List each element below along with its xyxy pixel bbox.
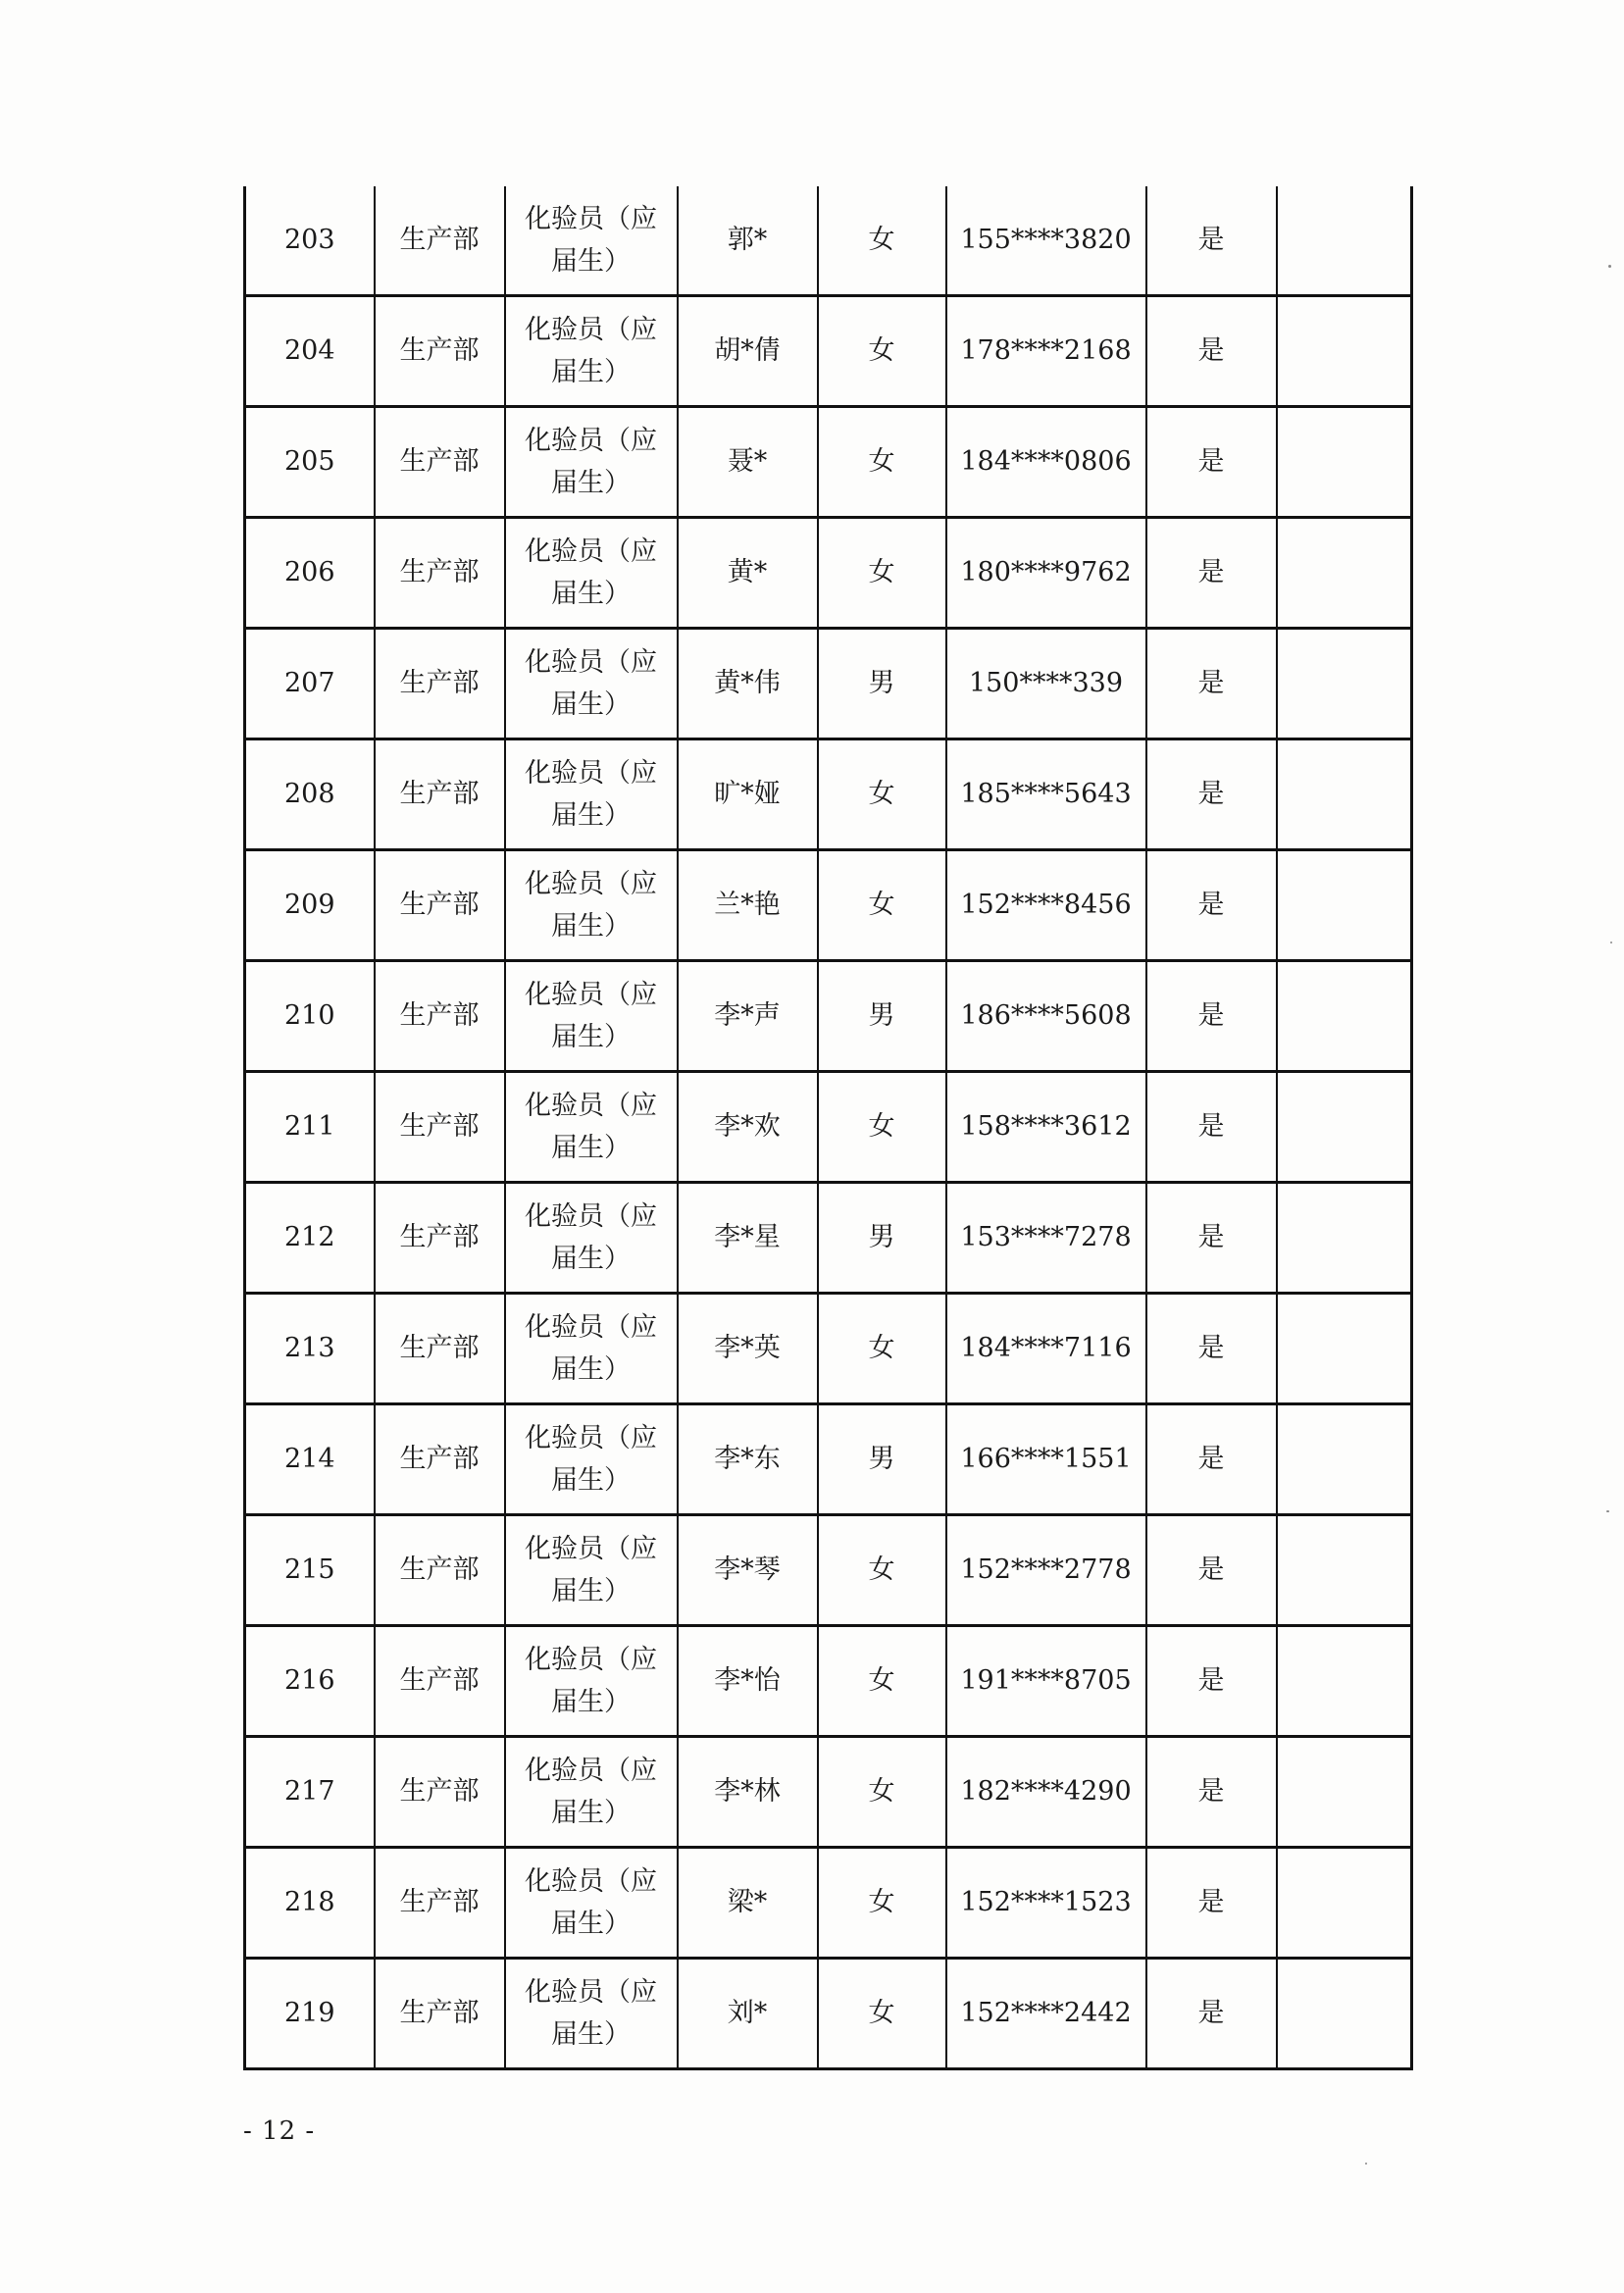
table-row: [245, 850, 1412, 961]
gender-cell: 女: [818, 1072, 946, 1183]
position-text-line: 届生）: [551, 1244, 631, 1274]
phone-cell: 191****8705: [946, 1626, 1146, 1737]
department-cell: 生产部: [375, 296, 505, 407]
table-body: [245, 186, 1412, 2069]
serial-number-cell: 210: [245, 961, 375, 1072]
position-text-line: 届生）: [551, 911, 631, 942]
remarks-cell: [1277, 1959, 1412, 2069]
confirmed-cell: 是: [1146, 739, 1277, 850]
position-cell: [505, 1072, 678, 1183]
gender-cell: 女: [818, 850, 946, 961]
serial-number-cell: 203: [245, 186, 375, 296]
confirmed-cell: 是: [1146, 961, 1277, 1072]
applicant-name-cell: 梁*: [678, 1848, 818, 1959]
department-cell: 生产部: [375, 961, 505, 1072]
table-row: [245, 1737, 1412, 1848]
table-row: [245, 739, 1412, 850]
applicant-name-cell: 李*东: [678, 1404, 818, 1515]
applicant-name-cell: 胡*倩: [678, 296, 818, 407]
position-text-line: 届生）: [551, 800, 631, 831]
position-cell: [505, 1959, 678, 2069]
position-text-line: 届生）: [551, 579, 631, 609]
table-row: [245, 629, 1412, 739]
position-cell: [505, 296, 678, 407]
serial-number-cell: 207: [245, 629, 375, 739]
remarks-cell: [1277, 1848, 1412, 1959]
confirmed-cell: 是: [1146, 1515, 1277, 1626]
confirmed-cell: 是: [1146, 518, 1277, 629]
position-cell: [505, 1515, 678, 1626]
position-text-line: 化验员（应: [525, 1311, 657, 1343]
remarks-cell: [1277, 1072, 1412, 1183]
department-cell: 生产部: [375, 1737, 505, 1848]
gender-cell: 女: [818, 407, 946, 518]
position-text-line: 届生）: [551, 1909, 631, 1939]
table-row: [245, 1626, 1412, 1737]
gender-cell: 女: [818, 296, 946, 407]
remarks-cell: [1277, 1626, 1412, 1737]
confirmed-cell: 是: [1146, 407, 1277, 518]
serial-number-cell: 219: [245, 1959, 375, 2069]
position-text-line: 化验员（应: [525, 757, 657, 789]
phone-cell: 184****7116: [946, 1294, 1146, 1404]
serial-number-cell: 214: [245, 1404, 375, 1515]
department-cell: 生产部: [375, 186, 505, 296]
position-text-line: 化验员（应: [525, 1533, 657, 1564]
table-row: [245, 961, 1412, 1072]
position-cell: [505, 961, 678, 1072]
remarks-cell: [1277, 1515, 1412, 1626]
table-row: [245, 1959, 1412, 2069]
phone-cell: 185****5643: [946, 739, 1146, 850]
table-row: [245, 407, 1412, 518]
department-cell: 生产部: [375, 629, 505, 739]
position-text-line: 化验员（应: [525, 1422, 657, 1453]
position-text-line: 届生）: [551, 1465, 631, 1496]
gender-cell: 男: [818, 961, 946, 1072]
position-text-line: 化验员（应: [525, 1865, 657, 1897]
gender-cell: 女: [818, 1294, 946, 1404]
remarks-cell: [1277, 186, 1412, 296]
table-row: [245, 1072, 1412, 1183]
applicant-name-cell: 兰*艳: [678, 850, 818, 961]
remarks-cell: [1277, 850, 1412, 961]
position-text-line: 届生）: [551, 1798, 631, 1828]
serial-number-cell: 208: [245, 739, 375, 850]
department-cell: 生产部: [375, 1626, 505, 1737]
position-text-line: 化验员（应: [525, 203, 657, 234]
remarks-cell: [1277, 629, 1412, 739]
remarks-cell: [1277, 961, 1412, 1072]
confirmed-cell: 是: [1146, 186, 1277, 296]
scan-speck: [1608, 265, 1611, 268]
table-row: [245, 186, 1412, 296]
department-cell: 生产部: [375, 850, 505, 961]
position-cell: [505, 1737, 678, 1848]
phone-cell: 186****5608: [946, 961, 1146, 1072]
applicant-name-cell: 聂*: [678, 407, 818, 518]
confirmed-cell: 是: [1146, 1072, 1277, 1183]
position-text-line: 化验员（应: [525, 1090, 657, 1121]
serial-number-cell: 212: [245, 1183, 375, 1294]
position-text-line: 届生）: [551, 246, 631, 277]
serial-number-cell: 206: [245, 518, 375, 629]
phone-cell: 153****7278: [946, 1183, 1146, 1294]
serial-number-cell: 213: [245, 1294, 375, 1404]
remarks-cell: [1277, 1404, 1412, 1515]
applicant-table: [243, 186, 1413, 2070]
phone-cell: 184****0806: [946, 407, 1146, 518]
scan-speck: [1606, 1510, 1609, 1512]
department-cell: 生产部: [375, 1183, 505, 1294]
position-text-line: 化验员（应: [525, 1200, 657, 1232]
position-cell: [505, 1404, 678, 1515]
gender-cell: 女: [818, 1737, 946, 1848]
gender-cell: 女: [818, 186, 946, 296]
scan-speck: [1365, 2163, 1367, 2165]
position-text-line: 化验员（应: [525, 868, 657, 899]
department-cell: 生产部: [375, 1294, 505, 1404]
position-text-line: 化验员（应: [525, 1644, 657, 1675]
phone-cell: 152****8456: [946, 850, 1146, 961]
table-row: [245, 1515, 1412, 1626]
table-row: [245, 1404, 1412, 1515]
gender-cell: 女: [818, 518, 946, 629]
phone-cell: 152****2442: [946, 1959, 1146, 2069]
remarks-cell: [1277, 1737, 1412, 1848]
position-cell: [505, 739, 678, 850]
position-text-line: 届生）: [551, 1354, 631, 1385]
position-text-line: 届生）: [551, 2019, 631, 2050]
remarks-cell: [1277, 296, 1412, 407]
confirmed-cell: 是: [1146, 1294, 1277, 1404]
confirmed-cell: 是: [1146, 1959, 1277, 2069]
phone-cell: 152****1523: [946, 1848, 1146, 1959]
serial-number-cell: 205: [245, 407, 375, 518]
confirmed-cell: 是: [1146, 850, 1277, 961]
gender-cell: 女: [818, 1515, 946, 1626]
applicant-name-cell: 李*琴: [678, 1515, 818, 1626]
department-cell: 生产部: [375, 407, 505, 518]
position-text-line: 化验员（应: [525, 535, 657, 567]
position-cell: [505, 186, 678, 296]
serial-number-cell: 209: [245, 850, 375, 961]
department-cell: 生产部: [375, 1848, 505, 1959]
applicant-name-cell: 李*林: [678, 1737, 818, 1848]
phone-cell: 180****9762: [946, 518, 1146, 629]
applicant-name-cell: 李*欢: [678, 1072, 818, 1183]
serial-number-cell: 218: [245, 1848, 375, 1959]
confirmed-cell: 是: [1146, 296, 1277, 407]
phone-cell: 155****3820: [946, 186, 1146, 296]
gender-cell: 女: [818, 1959, 946, 2069]
table-row: [245, 1294, 1412, 1404]
department-cell: 生产部: [375, 1404, 505, 1515]
department-cell: 生产部: [375, 518, 505, 629]
applicant-name-cell: 李*声: [678, 961, 818, 1072]
confirmed-cell: 是: [1146, 1626, 1277, 1737]
table-row: [245, 1848, 1412, 1959]
phone-cell: 152****2778: [946, 1515, 1146, 1626]
gender-cell: 男: [818, 1183, 946, 1294]
position-cell: [505, 850, 678, 961]
table-row: [245, 1183, 1412, 1294]
gender-cell: 女: [818, 1848, 946, 1959]
table-row: [245, 296, 1412, 407]
remarks-cell: [1277, 407, 1412, 518]
serial-number-cell: 211: [245, 1072, 375, 1183]
applicant-name-cell: 李*怡: [678, 1626, 818, 1737]
applicant-name-cell: 黄*: [678, 518, 818, 629]
position-text-line: 化验员（应: [525, 314, 657, 345]
confirmed-cell: 是: [1146, 1848, 1277, 1959]
position-text-line: 化验员（应: [525, 646, 657, 678]
phone-cell: 158****3612: [946, 1072, 1146, 1183]
gender-cell: 男: [818, 1404, 946, 1515]
remarks-cell: [1277, 739, 1412, 850]
applicant-name-cell: 黄*伟: [678, 629, 818, 739]
applicant-name-cell: 李*英: [678, 1294, 818, 1404]
confirmed-cell: 是: [1146, 1183, 1277, 1294]
gender-cell: 女: [818, 1626, 946, 1737]
phone-cell: 166****1551: [946, 1404, 1146, 1515]
position-text-line: 届生）: [551, 1687, 631, 1717]
position-text-line: 化验员（应: [525, 425, 657, 456]
phone-cell: 150****339: [946, 629, 1146, 739]
department-cell: 生产部: [375, 1072, 505, 1183]
serial-number-cell: 215: [245, 1515, 375, 1626]
position-text-line: 化验员（应: [525, 979, 657, 1010]
position-cell: [505, 1294, 678, 1404]
position-cell: [505, 1626, 678, 1737]
position-text-line: 届生）: [551, 1133, 631, 1163]
applicant-name-cell: 郭*: [678, 186, 818, 296]
phone-cell: 178****2168: [946, 296, 1146, 407]
confirmed-cell: 是: [1146, 629, 1277, 739]
scan-speck: [1610, 942, 1612, 943]
gender-cell: 男: [818, 629, 946, 739]
position-text-line: 届生）: [551, 1576, 631, 1606]
remarks-cell: [1277, 518, 1412, 629]
page-number: - 12 -: [243, 2116, 316, 2146]
position-text-line: 届生）: [551, 357, 631, 387]
department-cell: 生产部: [375, 1959, 505, 2069]
position-text-line: 届生）: [551, 468, 631, 498]
applicant-name-cell: 刘*: [678, 1959, 818, 2069]
position-cell: [505, 518, 678, 629]
position-cell: [505, 1848, 678, 1959]
department-cell: 生产部: [375, 739, 505, 850]
table-row: [245, 518, 1412, 629]
department-cell: 生产部: [375, 1515, 505, 1626]
serial-number-cell: 204: [245, 296, 375, 407]
position-cell: [505, 407, 678, 518]
position-text-line: 届生）: [551, 1022, 631, 1052]
serial-number-cell: 216: [245, 1626, 375, 1737]
serial-number-cell: 217: [245, 1737, 375, 1848]
position-cell: [505, 629, 678, 739]
position-text-line: 届生）: [551, 689, 631, 720]
position-cell: [505, 1183, 678, 1294]
remarks-cell: [1277, 1294, 1412, 1404]
position-text-line: 化验员（应: [525, 1755, 657, 1786]
position-text-line: 化验员（应: [525, 1976, 657, 2008]
remarks-cell: [1277, 1183, 1412, 1294]
confirmed-cell: 是: [1146, 1737, 1277, 1848]
phone-cell: 182****4290: [946, 1737, 1146, 1848]
confirmed-cell: 是: [1146, 1404, 1277, 1515]
applicant-name-cell: 李*星: [678, 1183, 818, 1294]
applicant-name-cell: 旷*娅: [678, 739, 818, 850]
gender-cell: 女: [818, 739, 946, 850]
